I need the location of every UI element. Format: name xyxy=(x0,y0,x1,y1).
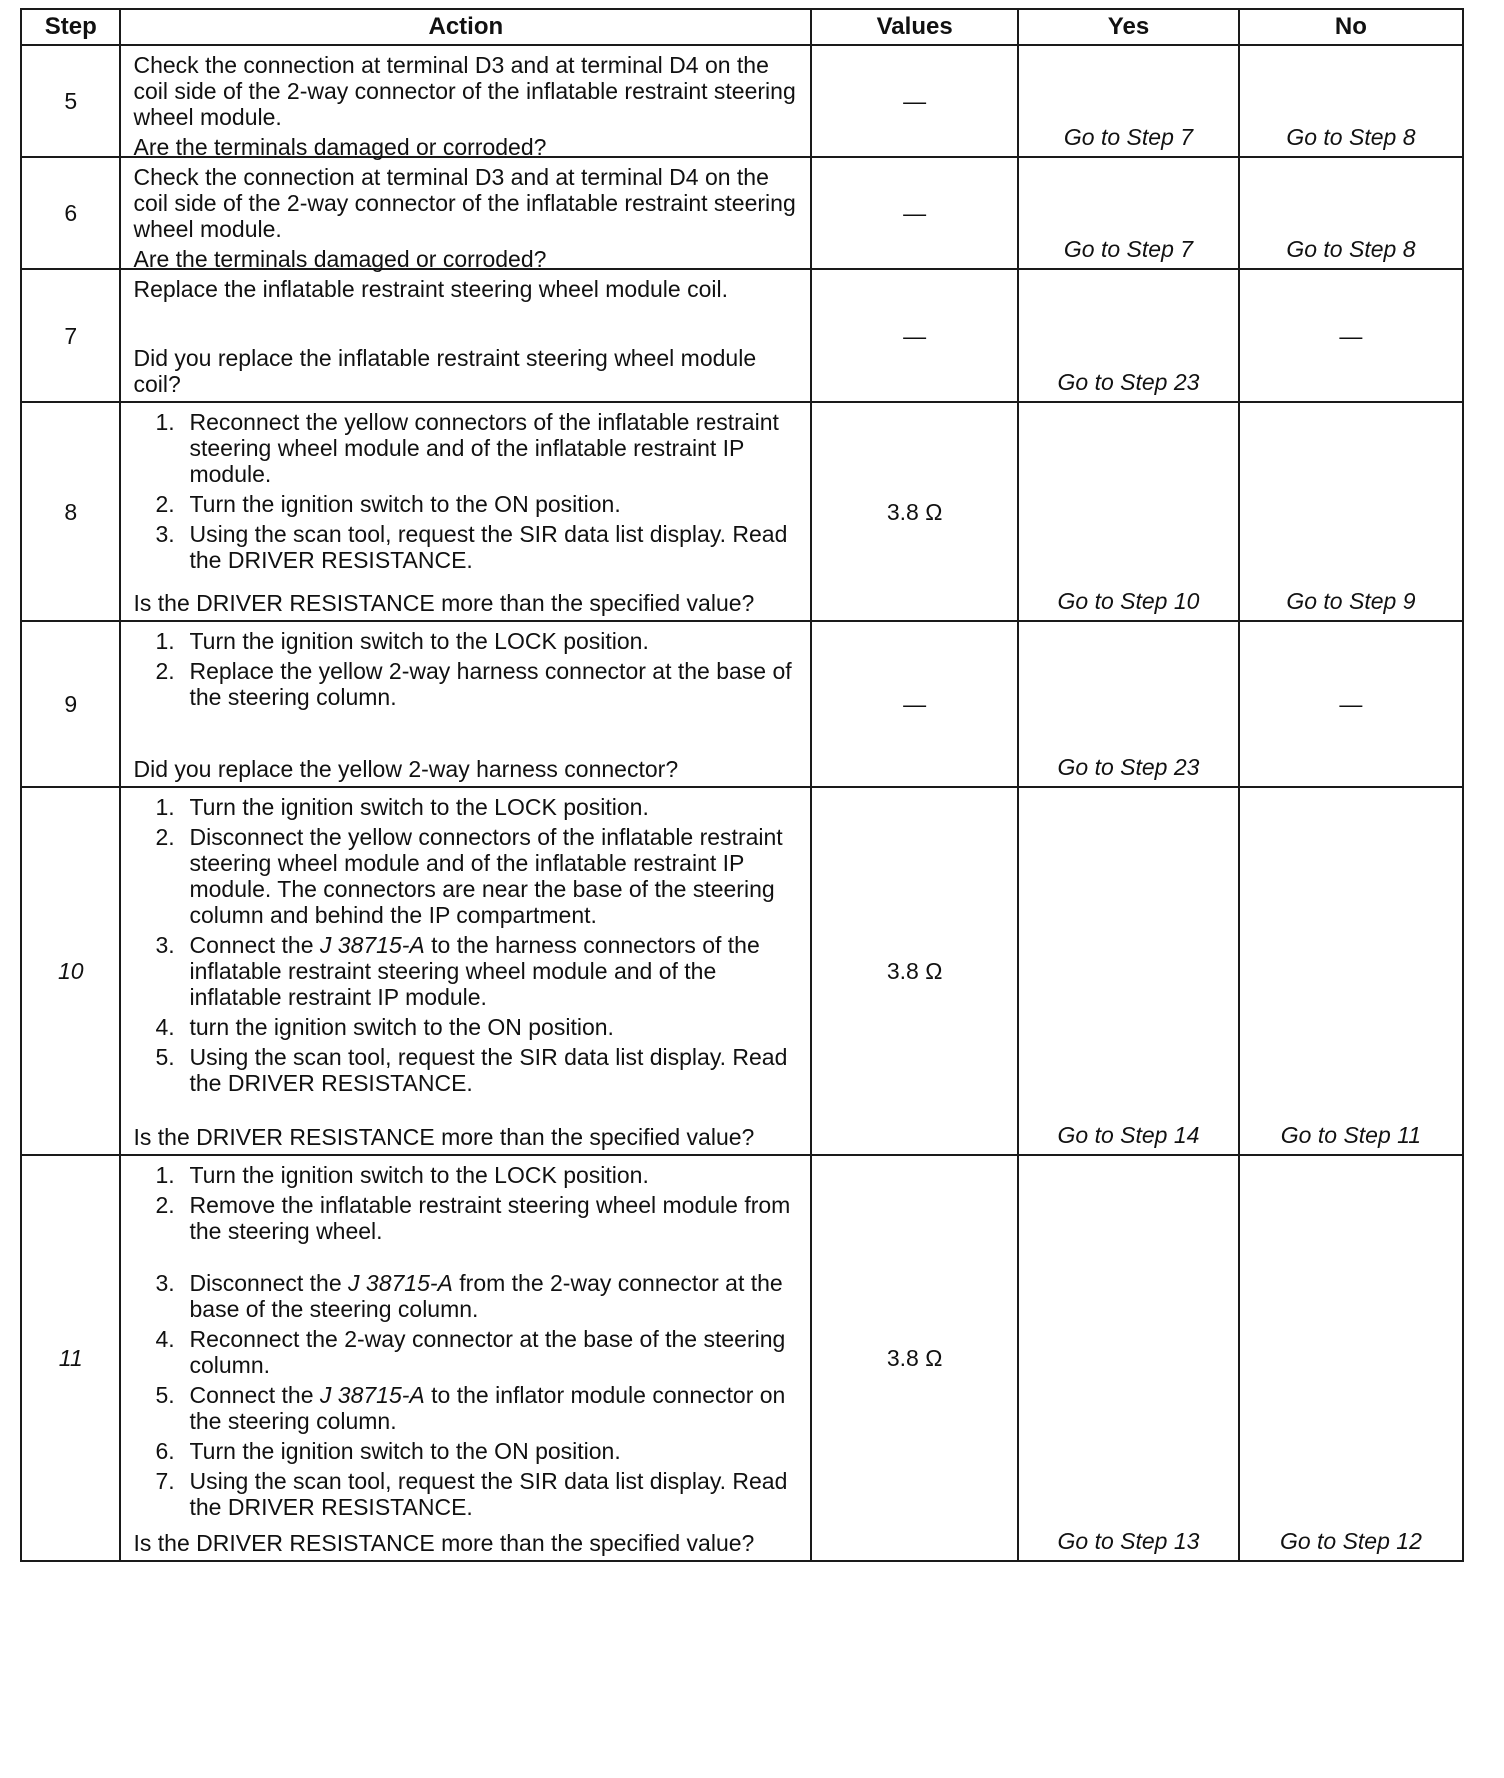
action-step-item xyxy=(133,1382,800,1434)
table-row xyxy=(21,787,1463,1155)
action-content xyxy=(133,1162,800,1556)
action-step-number: 3. xyxy=(155,521,175,547)
step-number: 7 xyxy=(21,269,120,402)
yes-result: Go to Step 7 xyxy=(1018,45,1239,157)
no-result: Go to Step 8 xyxy=(1239,45,1463,157)
table-row xyxy=(21,157,1463,269)
action-steps-list xyxy=(133,794,800,1100)
tool-reference: J 38715-A xyxy=(348,1270,453,1296)
table-row xyxy=(21,45,1463,157)
yes-result: Go to Step 10 xyxy=(1018,402,1239,621)
action-step-item xyxy=(133,1044,800,1096)
action-step-number: 2. xyxy=(155,1192,175,1218)
action-step-number: 1. xyxy=(155,409,175,435)
action-step-number: 3. xyxy=(155,1270,175,1296)
action-spacer xyxy=(133,714,800,756)
action-step-number: 5. xyxy=(155,1382,175,1408)
action-step-number: 5. xyxy=(155,1044,175,1070)
action-step-number: 2. xyxy=(155,491,175,517)
value-cell: 3.8 Ω xyxy=(811,402,1018,621)
action-step-number: 2. xyxy=(155,824,175,850)
action-question: Is the DRIVER RESISTANCE more than the specified value? xyxy=(133,1124,755,1150)
action-question: Did you replace the inflatable restraint steering wheel module coil? xyxy=(133,345,757,397)
table-body xyxy=(21,45,1463,1561)
header-row xyxy=(21,9,1463,45)
action-step-item xyxy=(133,824,800,928)
action-step-number: 2. xyxy=(155,658,175,684)
action-content xyxy=(133,276,800,397)
action-step-text: Disconnect the yellow connectors of the inflatable restraint steering wheel module and of the inflatable restraint IP module. The connectors are near the base of the steering column and behind the IP compartment. xyxy=(189,824,783,928)
action-question: Are the terminals damaged or corroded? xyxy=(133,246,547,272)
action-steps-list xyxy=(133,1162,800,1524)
action-step-text: Using the scan tool, request the SIR data list display. Read the DRIVER RESISTANCE. xyxy=(189,521,788,573)
yes-result: Go to Step 23 xyxy=(1018,269,1239,402)
action-step-text: Using the scan tool, request the SIR data list display. Read the DRIVER RESISTANCE. xyxy=(189,1468,788,1520)
no-result: — xyxy=(1239,269,1463,402)
action-step-item xyxy=(133,932,800,1010)
no-result: Go to Step 9 xyxy=(1239,402,1463,621)
action-text: Replace the inflatable restraint steering wheel module coil. xyxy=(133,276,728,302)
yes-result: Go to Step 14 xyxy=(1018,787,1239,1155)
action-step-item xyxy=(133,794,800,820)
header-step: Step xyxy=(21,9,120,45)
value-cell: 3.8 Ω xyxy=(811,787,1018,1155)
action-steps-list xyxy=(133,409,800,577)
table-row xyxy=(21,402,1463,621)
tool-reference: J 38715-A xyxy=(319,1382,425,1408)
action-step-text: Turn the ignition switch to the LOCK position. xyxy=(189,628,649,654)
action-step-item xyxy=(133,1192,800,1244)
action-cell xyxy=(120,157,811,272)
action-spacer xyxy=(133,302,800,345)
action-step-item xyxy=(133,628,800,654)
diagnostic-table xyxy=(20,8,1464,1562)
action-cell xyxy=(120,621,811,787)
action-cell xyxy=(120,45,811,160)
action-cell xyxy=(120,269,811,402)
action-step-text: Turn the ignition switch to the ON position. xyxy=(189,1438,621,1464)
action-step-text: Turn the ignition switch to the ON position. xyxy=(189,491,621,517)
action-step-text: Using the scan tool, request the SIR data list display. Read the DRIVER RESISTANCE. xyxy=(189,1044,788,1096)
step-number: 9 xyxy=(21,621,120,787)
action-step-text: Disconnect the xyxy=(189,1270,349,1296)
action-step-item xyxy=(133,1014,800,1040)
yes-result: Go to Step 23 xyxy=(1018,621,1239,787)
action-step-text: Replace the yellow 2-way harness connector at the base of the steering column. xyxy=(189,658,792,710)
header-values: Values xyxy=(811,9,1018,45)
action-step-number: 4. xyxy=(155,1326,175,1352)
table-row xyxy=(21,621,1463,787)
step-number: 8 xyxy=(21,402,120,621)
no-result: Go to Step 12 xyxy=(1239,1155,1463,1561)
action-step-text: Remove the inflatable restraint steering wheel module from the steering wheel. xyxy=(189,1192,791,1244)
action-step-item xyxy=(133,658,800,710)
no-result: Go to Step 11 xyxy=(1239,787,1463,1155)
action-steps-list xyxy=(133,628,800,714)
header-action: Action xyxy=(120,9,811,45)
action-question: Is the DRIVER RESISTANCE more than the specified value? xyxy=(133,1530,755,1556)
action-step-item xyxy=(133,409,800,487)
yes-result: Go to Step 7 xyxy=(1018,157,1239,269)
action-step-number: 3. xyxy=(155,932,175,958)
step-number: 6 xyxy=(21,157,120,269)
action-step-item xyxy=(133,1326,800,1378)
action-step-text: Reconnect the yellow connectors of the inflatable restraint steering wheel module and of the inflatable restraint IP module. xyxy=(189,409,779,487)
no-result: — xyxy=(1239,621,1463,787)
action-cell xyxy=(120,1155,811,1561)
action-content xyxy=(133,52,800,160)
action-step-number: 4. xyxy=(155,1014,175,1040)
action-step-text: to the inflator module connector on the steering column. xyxy=(189,1382,786,1434)
value-cell: — xyxy=(811,621,1018,787)
action-question: Did you replace the yellow 2-way harness connector? xyxy=(133,756,679,782)
action-step-text: from the 2-way connector at the base of the steering column. xyxy=(189,1270,783,1322)
action-text: Check the connection at terminal D3 and at terminal D4 on the coil side of the 2-way connector of the inflatable restraint steering wheel module. xyxy=(133,52,796,130)
value-cell: 3.8 Ω xyxy=(811,1155,1018,1561)
action-step-item xyxy=(133,1438,800,1464)
step-number: 11 xyxy=(21,1155,120,1561)
step-number: 10 xyxy=(21,787,120,1155)
action-content xyxy=(133,628,800,782)
action-step-number: 7. xyxy=(155,1468,175,1494)
action-step-number: 6. xyxy=(155,1438,175,1464)
action-step-text: Connect the xyxy=(189,1382,320,1408)
action-step-item xyxy=(133,491,800,517)
action-step-item xyxy=(133,1468,800,1520)
header-no: No xyxy=(1239,9,1463,45)
action-step-text: to the harness connectors of the inflatable restraint steering wheel module and of the inflatable restraint IP module. xyxy=(189,932,760,1010)
header-yes: Yes xyxy=(1018,9,1239,45)
action-step-text: Turn the ignition switch to the LOCK position. xyxy=(189,794,649,820)
no-result: Go to Step 8 xyxy=(1239,157,1463,269)
action-content xyxy=(133,794,800,1150)
action-step-number: 1. xyxy=(155,628,175,654)
action-spacer xyxy=(133,577,800,590)
action-step-text: Turn the ignition switch to the LOCK position. xyxy=(189,1162,649,1188)
action-content xyxy=(133,409,800,616)
action-question: Are the terminals damaged or corroded? xyxy=(133,134,547,160)
yes-result: Go to Step 13 xyxy=(1018,1155,1239,1561)
table-row xyxy=(21,269,1463,402)
step-number: 5 xyxy=(21,45,120,157)
action-cell xyxy=(120,787,811,1155)
action-step-text: Reconnect the 2-way connector at the base of the steering column. xyxy=(189,1326,786,1378)
action-text: Check the connection at terminal D3 and at terminal D4 on the coil side of the 2-way connector of the inflatable restraint steering wheel module. xyxy=(133,164,796,242)
value-cell: — xyxy=(811,157,1018,269)
action-spacer xyxy=(133,1100,800,1124)
action-step-text: turn the ignition switch to the ON position. xyxy=(189,1014,614,1040)
value-cell: — xyxy=(811,269,1018,402)
action-cell xyxy=(120,402,811,621)
action-step-text: Connect the xyxy=(189,932,320,958)
action-step-item xyxy=(133,1270,800,1322)
action-step-number: 1. xyxy=(155,794,175,820)
action-step-number: 1. xyxy=(155,1162,175,1188)
tool-reference: J 38715-A xyxy=(319,932,425,958)
action-content xyxy=(133,164,800,272)
value-cell: — xyxy=(811,45,1018,157)
table-row xyxy=(21,1155,1463,1561)
action-step-item xyxy=(133,1162,800,1188)
action-question: Is the DRIVER RESISTANCE more than the specified value? xyxy=(133,590,755,616)
action-step-item xyxy=(133,521,800,573)
